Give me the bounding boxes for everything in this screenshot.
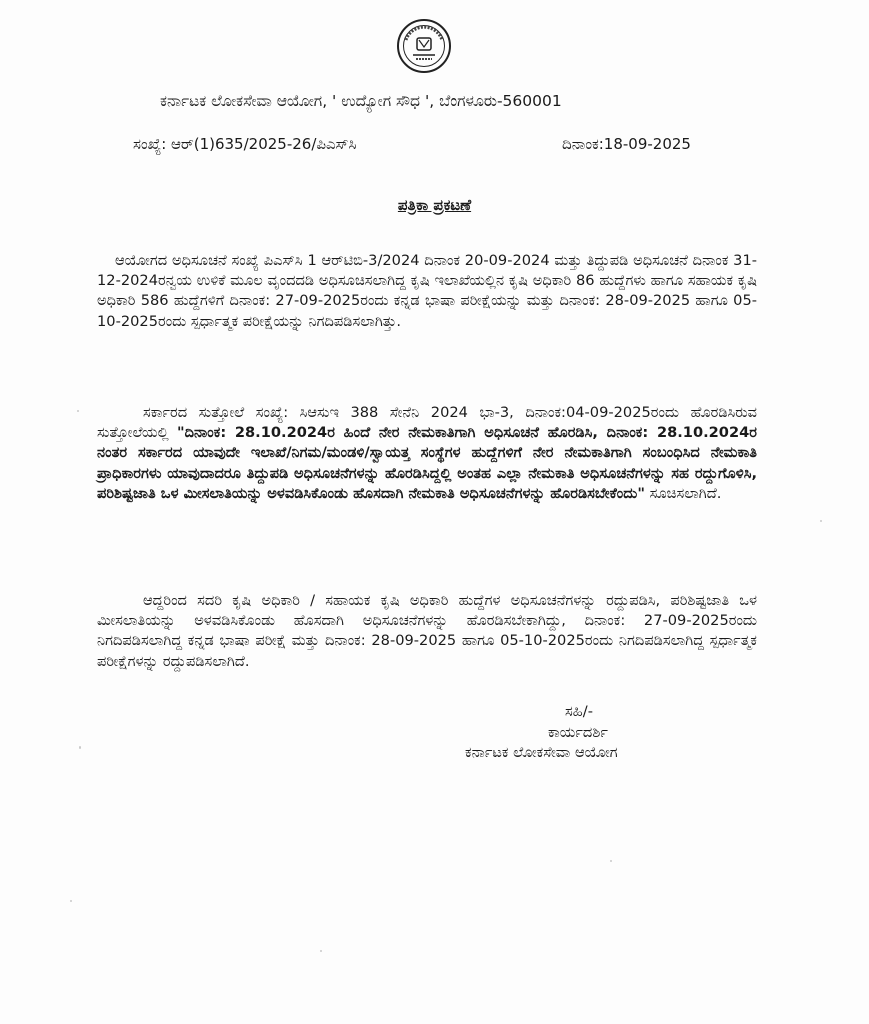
issue-date: ದಿನಾಂಕ:18-09-2025 xyxy=(562,135,691,153)
scan-speck xyxy=(320,950,322,952)
signatory-organization: ಕರ್ನಾಟಕ ಲೋಕಸೇವಾ ಆಯೋಗ xyxy=(465,744,618,761)
karnataka-public-service-commission-seal-icon xyxy=(396,18,452,74)
circular-quoted-text: "ದಿನಾಂಕ: 28.10.2024ರ ಹಿಂದೆ ನೇರ ನೇಮಕಾತಿಗಾಗಿ ಅಧಿಸೂಚನೆ ಹೊರಡಿಸಿ, ದಿನಾಂಕ: 28.10.2024ರ ನಂತರ ಸರ್ಕಾರದ ಯಾವುದೇ ಇಲಾಖೆ/ನಿಗಮ/ಮಂಡಳಿ/ಸ್ವಾಯತ್ತ ಸಂಸ್ಥೆಗಳ ಹುದ್ದೆಗಳಿಗೆ ನೇರ ನೇಮಕಾತಿಗಾಗಿ ಸಂಬಂಧಿಸಿದ ನೇಮಕಾತಿ ಪ್ರಾಧಿಕಾರಗಳು ಯಾವುದಾದರೂ ತಿದ್ದುಪಡಿ ಅಧಿಸೂಚನೆಗಳನ್ನು ಹೊರಡಿಸಿದ್ದಲ್ಲಿ ಅಂತಹ ಎಲ್ಲಾ ನೇಮಕಾತಿ ಅಧಿಸೂಚನೆಗಳನ್ನು ಸಹ ರದ್ದುಗೊಳಿಸಿ, ಪರಿಶಿಷ್ಟಜಾತಿ ಒಳ ಮೀಸಲಾತಿಯನ್ನು ಅಳವಡಿಸಿಕೊಂಡು ಹೊಸದಾಗಿ ನೇಮಕಾತಿ ಅಧಿಸೂಚನೆಗಳನ್ನು ಹೊರಡಿಸಬೇಕೆಂದು" xyxy=(97,424,757,503)
document-title xyxy=(0,196,869,214)
circular-lead-text: ಸರ್ಕಾರದ ಸುತ್ತೋಲೆ ಸಂಖ್ಯೆ: ಸಿಆಸುಇ 388 ಸೇನೆನಿ 2024 ಭಾ-3, ದಿನಾಂಕ:04-09-2025ರಂದು ಹೊರಡಿಸಿರುವ ಸುತ್ತೋಲೆಯಲ್ಲಿ xyxy=(97,403,757,441)
scan-speck xyxy=(77,410,79,412)
circular-tail-text: ಸೂಚಿಸಲಾಗಿದೆ. xyxy=(644,485,722,503)
paragraph-government-circular xyxy=(97,403,757,505)
paragraph-notification-background: ಆಯೋಗದ ಅಧಿಸೂಚನೆ ಸಂಖ್ಯೆ ಪಿಎಸ್‌ಸಿ 1 ಆರ್‌ಟಿಬಿ-3/2024 ದಿನಾಂಕ 20-09-2024 ಮತ್ತು ತಿದ್ದುಪಡಿ ಅಧಿಸೂಚನೆ ದಿನಾಂಕ 31-12-2024ರನ್ವಯ ಉಳಿಕೆ ಮೂಲ ವೃಂದದಡಿ ಅಧಿಸೂಚಿಸಲಾಗಿದ್ದ ಕೃಷಿ ಇಲಾಖೆಯಲ್ಲಿನ ಕೃಷಿ ಅಧಿಕಾರಿ 86 ಹುದ್ದೆಗಳು ಹಾಗೂ ಸಹಾಯಕ ಕೃಷಿ ಅಧಿಕಾರಿ 586 ಹುದ್ದೆಗಳಿಗೆ ದಿನಾಂಕ: 27-09-2025ರಂದು ಕನ್ನಡ ಭಾಷಾ ಪರೀಕ್ಷೆಯನ್ನು ಮತ್ತು ದಿನಾಂಕ: 28-09-2025 ಹಾಗೂ 05-10-2025ರಂದು ಸ್ಪರ್ಧಾತ್ಮಕ ಪರೀಕ್ಷೆಯನ್ನು ನಿಗದಿಪಡಿಸಲಾಗಿತ್ತು. xyxy=(97,251,757,330)
press-release-title: ಪತ್ರಿಕಾ ಪ್ರಕಟಣೆ xyxy=(397,196,472,214)
reference-number: ಸಂಖ್ಯೆ: ಆರ್(1)635/2025-26/ಪಿಎಸ್‌ಸಿ xyxy=(133,135,357,153)
signatory-designation: ಕಾರ್ಯದರ್ಶಿ xyxy=(548,724,608,741)
scan-speck xyxy=(70,900,72,902)
scan-speck xyxy=(79,746,81,749)
signature-mark: ಸಹಿ/- xyxy=(565,703,593,720)
commission-address: ಕರ್ನಾಟಕ ಲೋಕಸೇವಾ ಆಯೋಗ, ' ಉದ್ಯೋಗ ಸೌಧ ', ಬೆಂಗಳೂರು-560001 xyxy=(160,92,562,110)
paragraph-cancellation-notice: ಆದ್ದರಿಂದ ಸದರಿ ಕೃಷಿ ಅಧಿಕಾರಿ / ಸಹಾಯಕ ಕೃಷಿ ಅಧಿಕಾರಿ ಹುದ್ದೆಗಳ ಅಧಿಸೂಚನೆಗಳನ್ನು ರದ್ದುಪಡಿಸಿ, ಪರಿಶಿಷ್ಟಜಾತಿ ಒಳ ಮೀಸಲಾತಿಯನ್ನು ಅಳವಡಿಸಿಕೊಂಡು ಹೊಸದಾಗಿ ಅಧಿಸೂಚನೆಗಳನ್ನು ಹೊರಡಿಸಬೇಕಾಗಿದ್ದು, ದಿನಾಂಕ: 27-09-2025ರಂದು ನಿಗದಿಪಡಿಸಲಾಗಿದ್ದ ಕನ್ನಡ ಭಾಷಾ ಪರೀಕ್ಷೆ ಮತ್ತು ದಿನಾಂಕ: 28-09-2025 ಹಾಗೂ 05-10-2025ರಂದು ನಿಗದಿಪಡಿಸಲಾಗಿದ್ದ ಸ್ಪರ್ಧಾತ್ಮಕ ಪರೀಕ್ಷೆಗಳನ್ನು ರದ್ದುಪಡಿಸಲಾಗಿದೆ. xyxy=(97,591,757,670)
scan-speck xyxy=(820,520,822,522)
scan-speck xyxy=(610,860,612,862)
